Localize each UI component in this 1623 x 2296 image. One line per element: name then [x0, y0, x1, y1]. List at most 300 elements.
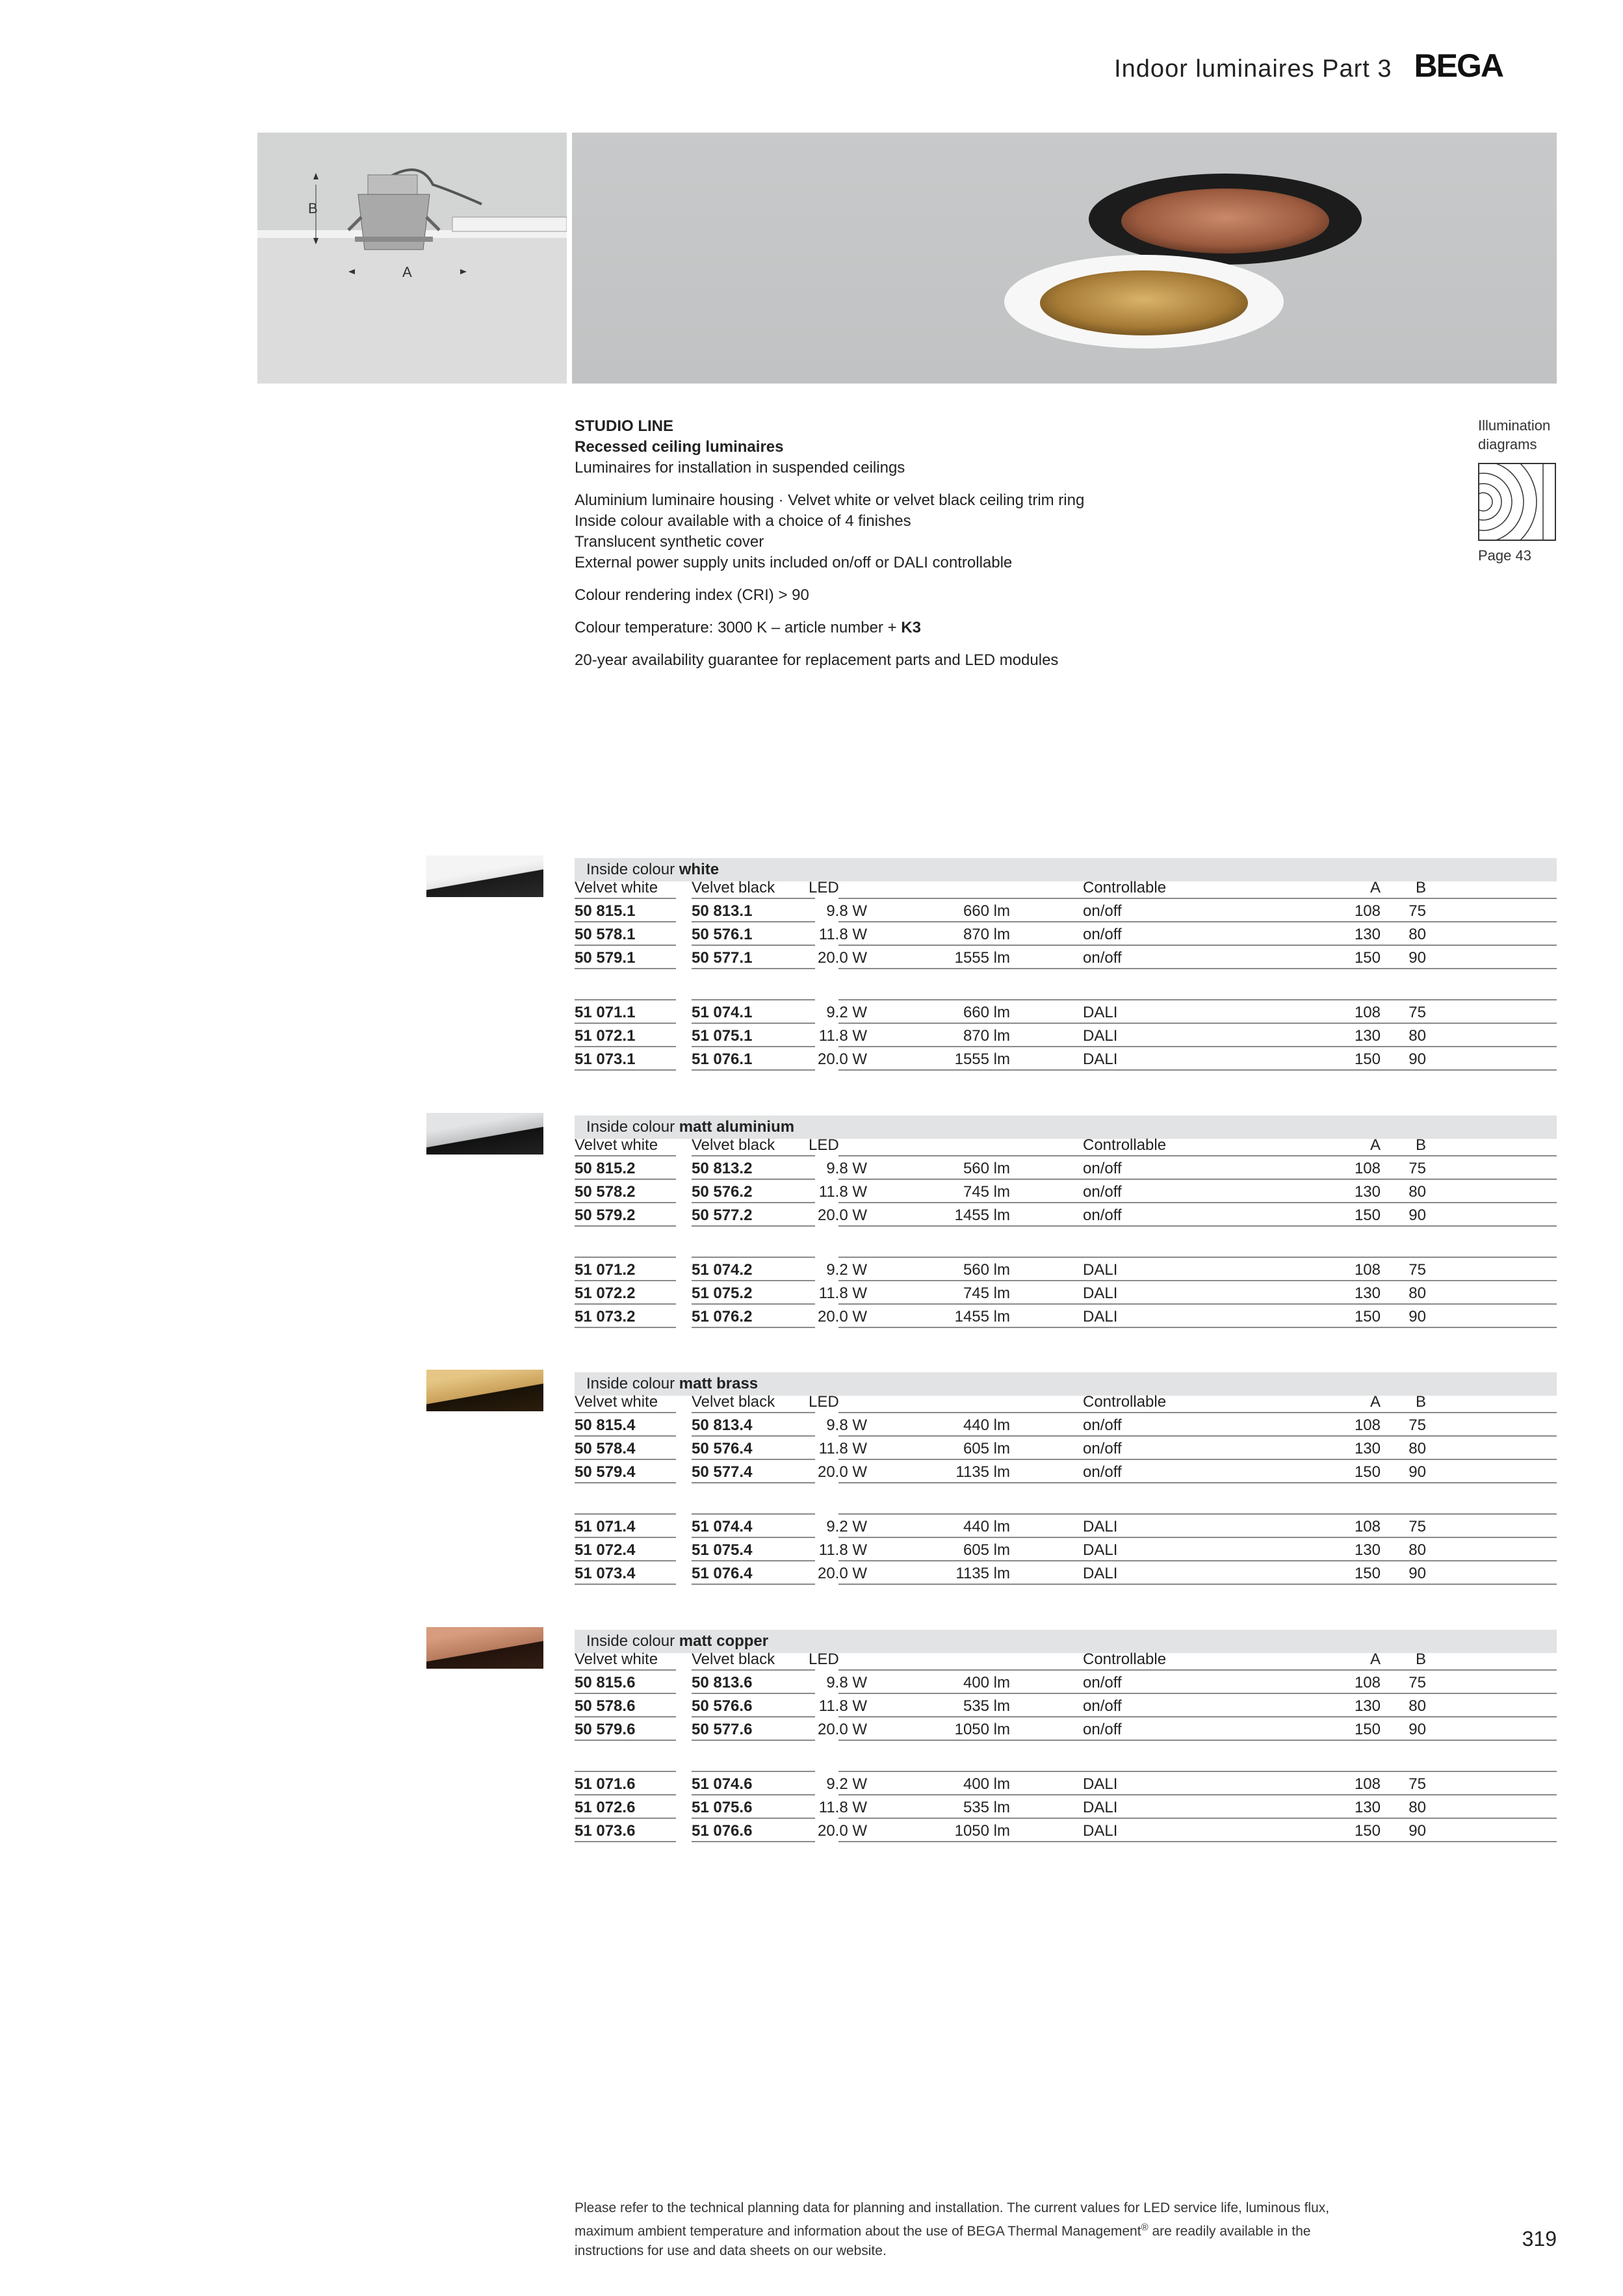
table-row [575, 1024, 1557, 1048]
product-photo-svg [572, 133, 1557, 384]
cell-vb[interactable]: 51 074.6 [692, 1775, 753, 1793]
cell-vb[interactable]: 51 076.4 [692, 1565, 753, 1582]
cell-vb[interactable]: 51 074.4 [692, 1518, 753, 1535]
cell-a: 150 [1354, 1207, 1381, 1224]
column-header-ctl: Controllable [1083, 1136, 1167, 1154]
row-rule [692, 1225, 815, 1227]
table-header-row [575, 1390, 1557, 1414]
row-rule [692, 1327, 815, 1328]
table-row [575, 1001, 1557, 1024]
cell-ctl: on/off [1083, 1440, 1122, 1457]
cell-vw[interactable]: 51 073.6 [575, 1822, 636, 1840]
dimension-drawing [257, 133, 567, 384]
header-title: Indoor luminaires Part 3 [1114, 55, 1392, 83]
cell-lumen: 660 lm [963, 902, 1010, 920]
row-rule [692, 1459, 815, 1460]
column-header-ctl: Controllable [1083, 1650, 1167, 1668]
section-heading-finish: matt aluminium [679, 1118, 795, 1136]
cell-b: 90 [1409, 1565, 1426, 1582]
cell-watt: 11.8 W [818, 1799, 867, 1816]
cell-lumen: 870 lm [963, 926, 1010, 943]
cell-ctl: DALI [1083, 1518, 1118, 1535]
dimension-label-b: B [308, 200, 318, 216]
cell-ctl: on/off [1083, 1463, 1122, 1481]
section-heading-prefix: Inside colour [586, 861, 679, 878]
row-rule [575, 1202, 676, 1203]
row-rule [838, 999, 1557, 1000]
registered-mark: ® [1141, 2222, 1149, 2233]
cell-vw[interactable]: 50 815.2 [575, 1160, 636, 1177]
cell-vb[interactable]: 50 813.6 [692, 1674, 753, 1691]
row-rule [838, 921, 1557, 922]
row-rule [692, 898, 815, 899]
cell-watt: 9.8 W [826, 1416, 867, 1434]
row-rule [575, 1818, 676, 1819]
table-row [575, 1695, 1557, 1718]
column-header-a: A [1370, 1393, 1381, 1411]
cell-lumen: 745 lm [963, 1285, 1010, 1302]
finish-swatch [426, 1113, 543, 1155]
cell-b: 80 [1409, 1183, 1426, 1201]
cell-lumen: 1050 lm [954, 1822, 1010, 1840]
row-rule [575, 1069, 676, 1071]
table-row [575, 1671, 1557, 1695]
cell-vw[interactable]: 50 579.2 [575, 1207, 636, 1224]
table-row [575, 1157, 1557, 1181]
row-rule [575, 1669, 676, 1671]
cell-vb[interactable]: 50 576.2 [692, 1183, 753, 1201]
cell-b: 75 [1409, 1004, 1426, 1021]
cell-lumen: 605 lm [963, 1541, 1010, 1559]
row-rule [575, 1459, 676, 1460]
cell-b: 75 [1409, 1416, 1426, 1434]
cell-ctl: DALI [1083, 1565, 1118, 1582]
cell-a: 130 [1354, 1697, 1381, 1715]
cell-lumen: 400 lm [963, 1674, 1010, 1691]
row-rule [575, 1327, 676, 1328]
row-rule [838, 968, 1557, 969]
column-header-vb: Velvet black [692, 879, 775, 896]
cell-watt: 11.8 W [818, 926, 867, 943]
cell-vw[interactable]: 50 815.4 [575, 1416, 636, 1434]
table-row [575, 923, 1557, 946]
cell-a: 130 [1354, 1285, 1381, 1302]
cell-vw[interactable]: 51 073.4 [575, 1565, 636, 1582]
row-rule [692, 1560, 815, 1561]
cell-b: 80 [1409, 1440, 1426, 1457]
cell-a: 150 [1354, 1463, 1381, 1481]
row-rule [575, 1841, 676, 1842]
row-rule [575, 1257, 676, 1258]
row-rule [692, 1771, 815, 1772]
cell-lumen: 1555 lm [954, 1050, 1010, 1068]
cell-b: 75 [1409, 1160, 1426, 1177]
row-rule [575, 1584, 676, 1585]
cell-watt: 20.0 W [817, 1565, 867, 1582]
cell-b: 80 [1409, 1799, 1426, 1816]
row-rule [838, 1202, 1557, 1203]
cell-vb[interactable]: 50 577.4 [692, 1463, 753, 1481]
cell-ctl: on/off [1083, 926, 1122, 943]
section-heading-finish: white [679, 861, 720, 878]
colour-temperature-code: K3 [901, 619, 921, 636]
cell-vw[interactable]: 51 071.2 [575, 1261, 636, 1279]
row-rule [575, 1740, 676, 1741]
finish-swatch [426, 1370, 543, 1411]
cell-a: 130 [1354, 1541, 1381, 1559]
table-row [575, 1539, 1557, 1562]
cell-vb[interactable]: 50 577.1 [692, 949, 753, 967]
row-rule [575, 1303, 676, 1305]
cell-watt: 20.0 W [817, 949, 867, 967]
cell-ctl: on/off [1083, 1416, 1122, 1434]
row-rule [692, 1584, 815, 1585]
cell-a: 130 [1354, 1799, 1381, 1816]
cell-lumen: 605 lm [963, 1440, 1010, 1457]
cell-vb[interactable]: 51 075.2 [692, 1285, 753, 1302]
footer-line: maximum ambient temperature and information about the use of BEGA Thermal Management [575, 2224, 1141, 2239]
cell-vw[interactable]: 51 071.1 [575, 1004, 636, 1021]
cell-lumen: 1555 lm [954, 949, 1010, 967]
row-rule [575, 1513, 676, 1515]
row-rule [692, 968, 815, 969]
feature-line: Inside colour available with a choice of 4 finishes [575, 512, 911, 530]
cell-watt: 11.8 W [818, 1697, 867, 1715]
cell-ctl: on/off [1083, 1697, 1122, 1715]
row-rule [575, 1179, 676, 1180]
cell-b: 90 [1409, 1308, 1426, 1325]
cell-vb[interactable]: 51 076.6 [692, 1822, 753, 1840]
table-row [575, 1820, 1557, 1843]
row-rule [692, 1179, 815, 1180]
cell-vb[interactable]: 51 076.1 [692, 1050, 753, 1068]
cell-b: 90 [1409, 949, 1426, 967]
cell-ctl: on/off [1083, 1160, 1122, 1177]
cell-b: 80 [1409, 1541, 1426, 1559]
column-header-b: B [1415, 1393, 1426, 1411]
cell-vw[interactable]: 50 579.1 [575, 949, 636, 967]
cell-a: 108 [1354, 902, 1381, 920]
table-row [575, 1773, 1557, 1796]
cell-b: 90 [1409, 1822, 1426, 1840]
row-rule [575, 1482, 676, 1483]
cell-lumen: 870 lm [963, 1027, 1010, 1045]
section-heading-prefix: Inside colour [586, 1632, 679, 1650]
cell-vw[interactable]: 51 072.4 [575, 1541, 636, 1559]
row-rule [838, 1046, 1557, 1047]
row-rule [838, 1841, 1557, 1842]
table-header-row [575, 1648, 1557, 1671]
row-rule [838, 1716, 1557, 1717]
row-rule [575, 1412, 676, 1413]
colour-temperature [575, 618, 1420, 638]
cell-lumen: 745 lm [963, 1183, 1010, 1201]
cell-ctl: on/off [1083, 1207, 1122, 1224]
group-divider [575, 1492, 1557, 1515]
row-rule [838, 1693, 1557, 1694]
cell-vw[interactable]: 51 071.4 [575, 1518, 636, 1535]
row-rule [692, 1069, 815, 1071]
section-heading-finish: matt brass [679, 1375, 759, 1392]
cell-lumen: 1050 lm [954, 1721, 1010, 1738]
cell-a: 108 [1354, 1775, 1381, 1793]
cell-vb[interactable]: 51 074.1 [692, 1004, 753, 1021]
row-rule [692, 1023, 815, 1024]
row-rule [692, 921, 815, 922]
row-rule [838, 1327, 1557, 1328]
cell-watt: 20.0 W [817, 1308, 867, 1325]
illumination-label-2: diagrams [1478, 436, 1537, 452]
row-rule [838, 1560, 1557, 1561]
cell-b: 80 [1409, 926, 1426, 943]
row-rule [838, 1023, 1557, 1024]
cell-b: 75 [1409, 902, 1426, 920]
cell-ctl: on/off [1083, 1674, 1122, 1691]
row-rule [838, 1280, 1557, 1281]
cell-a: 108 [1354, 1416, 1381, 1434]
cell-b: 75 [1409, 1775, 1426, 1793]
row-rule [575, 1155, 676, 1156]
product-description [575, 416, 1420, 683]
cell-ctl: DALI [1083, 1541, 1118, 1559]
cell-vb[interactable]: 50 577.6 [692, 1721, 753, 1738]
column-header-vw: Velvet white [575, 1650, 658, 1668]
column-header-led: LED [809, 1650, 839, 1668]
row-rule [838, 1740, 1557, 1741]
cell-b: 75 [1409, 1261, 1426, 1279]
cell-b: 80 [1409, 1285, 1426, 1302]
table-row [575, 1796, 1557, 1820]
row-rule [838, 1179, 1557, 1180]
cell-b: 90 [1409, 1463, 1426, 1481]
footer-note [575, 2198, 1452, 2261]
illumination-page-link[interactable]: Page 43 [1478, 547, 1531, 564]
cell-b: 90 [1409, 1721, 1426, 1738]
cell-watt: 20.0 W [817, 1463, 867, 1481]
cell-watt: 11.8 W [818, 1440, 867, 1457]
row-rule [692, 1841, 815, 1842]
cell-vb[interactable]: 51 075.6 [692, 1799, 753, 1816]
row-rule [838, 1771, 1557, 1772]
page-header [983, 47, 1503, 85]
column-header-a: A [1370, 1650, 1381, 1668]
group-divider [575, 1235, 1557, 1259]
row-rule [692, 945, 815, 946]
finish-swatch [426, 1627, 543, 1669]
cell-lumen: 560 lm [963, 1261, 1010, 1279]
table-row [575, 1204, 1557, 1227]
page-number: 319 [1522, 2227, 1557, 2250]
feature-line: Aluminium luminaire housing · Velvet white or velvet black ceiling trim ring [575, 491, 1085, 509]
row-rule [575, 1794, 676, 1795]
product-subtitle: Recessed ceiling luminaires [575, 438, 784, 456]
row-rule [838, 1303, 1557, 1305]
cri-text: Colour rendering index (CRI) > 90 [575, 586, 809, 604]
cell-vw[interactable]: 51 071.6 [575, 1775, 636, 1793]
cell-watt: 9.8 W [826, 1674, 867, 1691]
row-rule [575, 1023, 676, 1024]
cell-a: 130 [1354, 926, 1381, 943]
cell-ctl: on/off [1083, 902, 1122, 920]
cell-vb[interactable]: 50 576.6 [692, 1697, 753, 1715]
cell-vb[interactable]: 50 576.4 [692, 1440, 753, 1457]
cell-ctl: on/off [1083, 949, 1122, 967]
cell-vw[interactable]: 50 579.6 [575, 1721, 636, 1738]
product-usage: Luminaires for installation in suspended ceilings [575, 459, 905, 476]
row-rule [692, 1537, 815, 1538]
cell-watt: 11.8 W [818, 1285, 867, 1302]
cell-watt: 9.8 W [826, 902, 867, 920]
cell-lumen: 560 lm [963, 1160, 1010, 1177]
cell-vw[interactable]: 50 578.2 [575, 1183, 636, 1201]
cell-watt: 9.2 W [826, 1004, 867, 1021]
section-heading-finish: matt copper [679, 1632, 769, 1650]
feature-line: Translucent synthetic cover [575, 533, 764, 551]
row-rule [692, 1046, 815, 1047]
cell-vw[interactable]: 51 072.1 [575, 1027, 636, 1045]
row-rule [575, 1537, 676, 1538]
cell-vb[interactable]: 51 074.2 [692, 1261, 753, 1279]
dimension-label-a: A [402, 264, 412, 280]
row-rule [692, 1740, 815, 1741]
column-header-a: A [1370, 879, 1381, 896]
illumination-label: Illumination [1478, 417, 1551, 434]
row-rule [692, 1716, 815, 1717]
cell-ctl: DALI [1083, 1027, 1118, 1045]
cell-vb[interactable]: 50 813.4 [692, 1416, 753, 1434]
row-rule [838, 1257, 1557, 1258]
cell-vw[interactable]: 51 072.2 [575, 1285, 636, 1302]
cell-vb[interactable]: 50 577.2 [692, 1207, 753, 1224]
row-rule [575, 921, 676, 922]
group-divider [575, 978, 1557, 1001]
cell-lumen: 1135 lm [955, 1565, 1010, 1582]
cell-watt: 9.2 W [826, 1775, 867, 1793]
cell-b: 90 [1409, 1050, 1426, 1068]
footer-line: instructions for use and data sheets on our website. [575, 2243, 887, 2258]
section-heading-prefix: Inside colour [586, 1118, 679, 1136]
cell-lumen: 660 lm [963, 1004, 1010, 1021]
cell-ctl: DALI [1083, 1822, 1118, 1840]
row-rule [838, 1537, 1557, 1538]
cell-watt: 9.2 W [826, 1518, 867, 1535]
row-rule [838, 1155, 1557, 1156]
row-rule [692, 999, 815, 1000]
cell-a: 150 [1354, 1565, 1381, 1582]
row-rule [838, 1794, 1557, 1795]
table-row [575, 946, 1557, 970]
cell-vb[interactable]: 50 576.1 [692, 926, 753, 943]
cell-ctl: DALI [1083, 1285, 1118, 1302]
row-rule [575, 1560, 676, 1561]
cell-ctl: on/off [1083, 1721, 1122, 1738]
row-rule [575, 1225, 676, 1227]
row-rule [692, 1412, 815, 1413]
cell-b: 80 [1409, 1027, 1426, 1045]
footer-line: are readily available in the [1148, 2224, 1311, 2239]
column-header-b: B [1415, 1136, 1426, 1154]
cell-ctl: DALI [1083, 1799, 1118, 1816]
row-rule [692, 1303, 815, 1305]
table-row [575, 1048, 1557, 1071]
cell-vw[interactable]: 50 579.4 [575, 1463, 636, 1481]
cell-a: 108 [1354, 1674, 1381, 1691]
guarantee-text: 20-year availability guarantee for replacement parts and LED modules [575, 651, 1059, 669]
cell-a: 130 [1354, 1183, 1381, 1201]
cell-vw[interactable]: 50 815.1 [575, 902, 636, 920]
cell-vb[interactable]: 51 075.4 [692, 1541, 753, 1559]
cell-ctl: DALI [1083, 1308, 1118, 1325]
row-rule [692, 1693, 815, 1694]
column-header-vb: Velvet black [692, 1393, 775, 1411]
cell-vw[interactable]: 50 578.1 [575, 926, 636, 943]
row-rule [838, 1225, 1557, 1227]
table-row [575, 1562, 1557, 1585]
column-header-led: LED [809, 879, 839, 896]
row-rule [692, 1257, 815, 1258]
cell-lumen: 400 lm [963, 1775, 1010, 1793]
footer-line: Please refer to the technical planning data for planning and installation. The current values for LED service life, luminous flux, [575, 2200, 1330, 2215]
table-row [575, 1437, 1557, 1461]
row-rule [575, 1280, 676, 1281]
cell-vw[interactable]: 51 073.2 [575, 1308, 636, 1325]
cell-b: 75 [1409, 1518, 1426, 1535]
illumination-diagram-icon[interactable] [1478, 463, 1556, 541]
section-heading-prefix: Inside colour [586, 1375, 679, 1392]
column-header-vw: Velvet white [575, 1136, 658, 1154]
table-header-row [575, 876, 1557, 900]
cell-a: 150 [1354, 1308, 1381, 1325]
cell-vb[interactable]: 51 075.1 [692, 1027, 753, 1045]
cell-vw[interactable]: 50 815.6 [575, 1674, 636, 1691]
cell-a: 150 [1354, 949, 1381, 967]
cell-b: 90 [1409, 1207, 1426, 1224]
cell-lumen: 440 lm [963, 1518, 1010, 1535]
table-row [575, 1305, 1557, 1329]
cell-watt: 11.8 W [818, 1183, 867, 1201]
column-header-ctl: Controllable [1083, 1393, 1167, 1411]
cell-ctl: DALI [1083, 1261, 1118, 1279]
cell-vb[interactable]: 51 076.2 [692, 1308, 753, 1325]
row-rule [838, 1482, 1557, 1483]
cell-a: 150 [1354, 1822, 1381, 1840]
cell-vw[interactable]: 51 073.1 [575, 1050, 636, 1068]
cell-vb[interactable]: 50 813.1 [692, 902, 753, 920]
cell-vw[interactable]: 50 578.4 [575, 1440, 636, 1457]
row-rule [838, 1069, 1557, 1071]
cell-lumen: 1455 lm [954, 1308, 1010, 1325]
row-rule [575, 968, 676, 969]
row-rule [838, 1513, 1557, 1515]
cell-lumen: 535 lm [963, 1697, 1010, 1715]
cell-lumen: 440 lm [963, 1416, 1010, 1434]
colour-temperature-text: Colour temperature: 3000 K – article number + [575, 619, 902, 636]
cell-vb[interactable]: 50 813.2 [692, 1160, 753, 1177]
bega-logo: BEGA [1414, 47, 1503, 84]
illumination-diagrams [1478, 416, 1563, 565]
cell-watt: 20.0 W [817, 1050, 867, 1068]
cell-vw[interactable]: 51 072.6 [575, 1799, 636, 1816]
product-photo [572, 133, 1557, 384]
row-rule [575, 1716, 676, 1717]
row-rule [692, 1513, 815, 1515]
cell-watt: 20.0 W [817, 1207, 867, 1224]
row-rule [575, 1771, 676, 1772]
finish-swatch [426, 855, 543, 897]
table-row [575, 1414, 1557, 1437]
cell-ctl: DALI [1083, 1050, 1118, 1068]
cell-vw[interactable]: 50 578.6 [575, 1697, 636, 1715]
